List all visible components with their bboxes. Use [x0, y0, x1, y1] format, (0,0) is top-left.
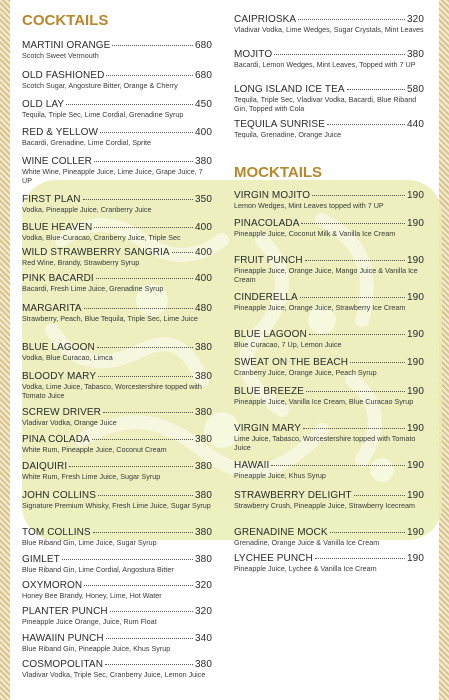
menu-item-price: 680 — [195, 40, 212, 51]
menu-item — [22, 156, 212, 185]
dot-leader — [92, 439, 193, 440]
menu-item-name: HAWAIIN PUNCH — [22, 633, 104, 644]
menu-item-name: GRENADINE MOCK — [234, 527, 328, 538]
decorative-border-left — [0, 0, 10, 700]
menu-item-name: SCREW DRIVER — [22, 407, 101, 418]
menu-item-description: Vodka, Blue Curacao, Limca — [22, 353, 113, 362]
dot-leader — [309, 334, 405, 335]
menu-item — [234, 218, 424, 239]
menu-item-name: RED & YELLOW — [22, 127, 99, 138]
menu-item-description: Vladivar Vodka, Lime Wedges, Sugar Crystals, Mint Leaves — [234, 25, 424, 34]
menu-item-name: SWEAT ON THE BEACH — [234, 357, 349, 368]
dot-leader — [298, 19, 405, 20]
menu-item — [234, 292, 424, 313]
menu-item-name: PINA COLADA — [22, 434, 90, 445]
menu-item — [22, 659, 212, 680]
menu-item-line — [22, 606, 212, 617]
menu-item-line — [234, 255, 424, 266]
menu-item-description: Tequila, Triple Sec, Vladivar Vodka, Bacardi, Blue Riband Gin, Topped with Cola — [234, 95, 417, 113]
menu-item-price: 380 — [195, 342, 212, 353]
menu-item-price: 340 — [195, 633, 212, 644]
dot-leader — [327, 124, 405, 125]
dot-leader — [106, 75, 193, 76]
menu-item-description: Lemon Wedges, Mint Leaves topped with 7 UP — [234, 201, 384, 210]
dot-leader — [105, 664, 193, 665]
menu-item-description: Blue Riband Gin, Pineapple Juice, Khus Syrup — [22, 644, 171, 653]
menu-item-price: 580 — [407, 84, 424, 95]
menu-item-line — [234, 292, 424, 303]
menu-item-name: MOJITO — [234, 49, 273, 60]
menu-item-name: FRUIT PUNCH — [234, 255, 303, 266]
menu-item-line — [234, 386, 424, 397]
menu-item-name: JOHN COLLINS — [22, 490, 96, 501]
menu-item-description: Scotch Sweet Vermouth — [22, 51, 99, 60]
menu-item-description: Honey Bee Brandy, Honey, Lime, Hot Water — [22, 591, 162, 600]
menu-item-price: 400 — [195, 127, 212, 138]
menu-item-price: 320 — [195, 606, 212, 617]
dot-leader — [303, 428, 405, 429]
menu-item-name: OXYMORON — [22, 580, 83, 591]
menu-item-line — [22, 342, 212, 353]
menu-item — [234, 553, 424, 574]
menu-item-name: BLUE HEAVEN — [22, 222, 93, 233]
menu-item-price: 380 — [195, 659, 212, 670]
menu-item-description: Vladivar Vodka, Orange Juice — [22, 418, 117, 427]
menu-item-line — [22, 303, 212, 314]
menu-item-line — [22, 461, 212, 472]
menu-item-description: Pineapple Juice, Orange Juice, Mango Juice & Vanilla Ice Cream — [234, 266, 418, 284]
menu-item-line — [234, 553, 424, 564]
menu-item-line — [234, 119, 424, 130]
menu-item — [234, 119, 424, 140]
menu-item — [22, 407, 212, 428]
menu-item-description: Bacardi, Lemon Wedges, Mint Leaves, Topped with 7 UP — [234, 60, 416, 69]
menu-item-line — [22, 407, 212, 418]
menu-item-description: Vodka, Pineapple Juice, Cranberry Juice — [22, 205, 152, 214]
menu-item-line — [22, 371, 212, 382]
menu-item-line — [22, 247, 212, 258]
menu-item — [22, 70, 212, 91]
dot-leader — [103, 412, 193, 413]
menu-item — [22, 580, 212, 601]
menu-item-description: Blue Riband Gin, Lime Cordial, Angostura Bitter — [22, 565, 174, 574]
menu-item-price: 680 — [195, 70, 212, 81]
dot-leader — [305, 260, 405, 261]
dot-leader — [84, 308, 193, 309]
menu-item-name: COSMOPOLITAN — [22, 659, 104, 670]
menu-item — [234, 49, 424, 70]
menu-item-price: 380 — [407, 49, 424, 60]
menu-item-line — [22, 99, 212, 110]
menu-item-description: Bacardi, Grenadine, Lime Cordial, Sprite — [22, 138, 152, 147]
dot-leader — [98, 495, 193, 496]
menu-item-name: PINACOLADA — [234, 218, 300, 229]
cocktails-heading: COCKTAILS — [22, 12, 109, 29]
menu-item-line — [22, 127, 212, 138]
menu-item-name: LYCHEE PUNCH — [234, 553, 313, 564]
menu-item-name: DAIQUIRI — [22, 461, 68, 472]
menu-item-name: WINE COLLER — [22, 156, 93, 167]
dot-leader — [83, 199, 193, 200]
dot-leader — [93, 532, 193, 533]
dot-leader — [96, 278, 193, 279]
menu-item-description: Strawberry Crush, Pineapple Juice, Strawberry Icecream — [234, 501, 415, 510]
menu-item-description: Blue Riband Gin, Lime Juice, Sugar Syrup — [22, 538, 157, 547]
menu-item-description: Scotch Sugar, Angosture Bitter, Orange & Cherry — [22, 81, 178, 90]
menu-item-name: VIRGIN MARY — [234, 423, 302, 434]
menu-item-description: Pineapple Juice, Coconut Milk & Vanilla Ice Cream — [234, 229, 396, 238]
menu-item-line — [22, 70, 212, 81]
menu-item-name: FIRST PLAN — [22, 194, 81, 205]
menu-item — [234, 357, 424, 378]
menu-item-name: TEQUILA SUNRISE — [234, 119, 325, 130]
menu-item-name: MARGARITA — [22, 303, 82, 314]
dot-leader — [84, 585, 193, 586]
menu-item-price: 380 — [195, 371, 212, 382]
menu-item-line — [22, 633, 212, 644]
menu-item-price: 190 — [407, 460, 424, 471]
menu-item-line — [234, 49, 424, 60]
menu-item-price: 320 — [195, 580, 212, 591]
menu-item — [22, 633, 212, 654]
menu-item-line — [22, 434, 212, 445]
menu-item-description: Pineapple Juice, Vanilla Ice Cream, Blue Curacao Syrup — [234, 397, 414, 406]
dot-leader — [301, 223, 405, 224]
menu-item-description: Pineapple Juice Orange, Juice, Rum Float — [22, 617, 157, 626]
dot-leader — [172, 252, 193, 253]
menu-item-name: GIMLET — [22, 554, 60, 565]
menu-item — [22, 371, 212, 400]
menu-item-line — [22, 659, 212, 670]
menu-item-description: Bacardi, Fresh Lime Juice, Grenadine Syrup — [22, 284, 164, 293]
menu-item-description: Vodka, Lime Juice, Tabasco, Worcestershire topped with Tomato Juice — [22, 382, 202, 400]
menu-item-name: BLUE LAGOON — [22, 342, 95, 353]
menu-item — [22, 127, 212, 148]
dot-leader — [62, 559, 193, 560]
menu-item-description: White Wine, Pineapple Juice, Lime Juice, Grape Juice, 7 UP — [22, 167, 203, 185]
menu-item-line — [22, 490, 212, 501]
menu-item — [234, 329, 424, 350]
dot-leader — [274, 54, 405, 55]
menu-item — [22, 434, 212, 455]
menu-item-name: STRAWBERRY DELIGHT — [234, 490, 352, 501]
menu-item-name: BLUE LAGOON — [234, 329, 307, 340]
menu-item — [22, 222, 212, 243]
menu-item-price: 190 — [407, 255, 424, 266]
menu-item-description: Blue Curacao, 7 Up, Lemon Juice — [234, 340, 342, 349]
menu-item-price: 190 — [407, 190, 424, 201]
menu-item-price: 380 — [195, 461, 212, 472]
menu-item-price: 440 — [407, 119, 424, 130]
menu-item-description: Pineapple Juice, Khus Syrup — [234, 471, 326, 480]
menu-item-price: 320 — [407, 14, 424, 25]
menu-item-name: LONG ISLAND ICE TEA — [234, 84, 345, 95]
menu-item-name: BLOODY MARY — [22, 371, 97, 382]
dot-leader — [330, 532, 405, 533]
menu-item — [234, 490, 424, 511]
mocktails-heading: MOCKTAILS — [234, 164, 323, 181]
menu-item-description: Red Wine, Brandy, Strawberry Syrup — [22, 258, 140, 267]
menu-item-price: 190 — [407, 490, 424, 501]
menu-item-line — [234, 14, 424, 25]
menu-item — [22, 461, 212, 482]
menu-item-description: Pineapple Juice, Orange Juice, Strawberry Ice Cream — [234, 303, 406, 312]
menu-item-price: 400 — [195, 222, 212, 233]
menu-item — [234, 14, 424, 35]
menu-item-price: 380 — [195, 490, 212, 501]
menu-item-name: CAIPRIOSKA — [234, 14, 297, 25]
menu-item-description: Strawberry, Peach, Blue Tequila, Triple Sec, Lime Juice — [22, 314, 198, 323]
menu-item-price: 400 — [195, 273, 212, 284]
menu-item-description: Tequila, Grenadine, Orange Juice — [234, 130, 342, 139]
menu-item — [234, 84, 424, 113]
menu-item — [22, 606, 212, 627]
menu-item-description: White Rum, Fresh Lime Juice, Sugar Syrup — [22, 472, 161, 481]
menu-item-price: 190 — [407, 329, 424, 340]
menu-item-line — [22, 580, 212, 591]
menu-item-price: 190 — [407, 218, 424, 229]
menu-item — [234, 255, 424, 284]
menu-item-description: Grenadine, Orange Juice & Vanilla Ice Cream — [234, 538, 380, 547]
menu-item — [22, 303, 212, 324]
menu-item-line — [234, 460, 424, 471]
menu-item-line — [234, 423, 424, 434]
menu-item — [22, 490, 212, 511]
menu-item-price: 190 — [407, 527, 424, 538]
menu-item-description: Tequila, Triple Sec, Lime Cordial, Grenadine Syrup — [22, 110, 184, 119]
menu-item-description: Cranberry Juice, Orange Juice, Peach Syrup — [234, 368, 377, 377]
menu-item-line — [234, 190, 424, 201]
dot-leader — [354, 495, 405, 496]
menu-item-name: BLUE BREEZE — [234, 386, 305, 397]
dot-leader — [347, 89, 405, 90]
menu-item-line — [22, 273, 212, 284]
menu-item-name: OLD LAY — [22, 99, 65, 110]
dot-leader — [306, 391, 405, 392]
menu-item-name: PINK BACARDI — [22, 273, 94, 284]
menu-item-price: 450 — [195, 99, 212, 110]
menu-item-description: Vladivar Vodka, Triple Sec, Cranberry Juice, Lemon Juice — [22, 670, 206, 679]
menu-item-line — [234, 527, 424, 538]
menu-item-name: PLANTER PUNCH — [22, 606, 108, 617]
menu-item-line — [234, 357, 424, 368]
menu-item — [22, 342, 212, 363]
menu-item — [22, 273, 212, 294]
menu-item-name: MARTINI ORANGE — [22, 40, 111, 51]
menu-item-name: VIRGIN MOJITO — [234, 190, 311, 201]
menu-item — [234, 460, 424, 481]
menu-item-line — [22, 194, 212, 205]
menu-item — [22, 527, 212, 548]
dot-leader — [94, 227, 193, 228]
menu-item-price: 190 — [407, 423, 424, 434]
menu-item-description: Vodka, Blue-Curacao, Cranberry Juice, Triple Sec — [22, 233, 181, 242]
menu-item-name: OLD FASHIONED — [22, 70, 105, 81]
dot-leader — [97, 347, 193, 348]
menu-item-name: CINDERELLA — [234, 292, 298, 303]
dot-leader — [300, 297, 405, 298]
menu-item — [22, 99, 212, 120]
menu-item-price: 380 — [195, 156, 212, 167]
menu-item-price: 380 — [195, 527, 212, 538]
menu-item-price: 190 — [407, 553, 424, 564]
menu-item-price: 480 — [195, 303, 212, 314]
menu-item-line — [22, 156, 212, 167]
dot-leader — [98, 376, 193, 377]
dot-leader — [315, 558, 405, 559]
dot-leader — [100, 132, 193, 133]
menu-item-line — [22, 527, 212, 538]
menu-item-name: HAWAII — [234, 460, 270, 471]
menu-item — [234, 190, 424, 211]
dot-leader — [106, 638, 193, 639]
menu-item-price: 190 — [407, 357, 424, 368]
menu-item-line — [234, 84, 424, 95]
menu-item-description: White Rum, Pineapple Juice, Coconut Cream — [22, 445, 167, 454]
menu-item-name: TOM COLLINS — [22, 527, 91, 538]
menu-item-line — [22, 222, 212, 233]
menu-item-line — [234, 329, 424, 340]
menu-item — [234, 527, 424, 548]
menu-item-line — [22, 40, 212, 51]
dot-leader — [66, 104, 193, 105]
menu-item-name: WILD STRAWBERRY SANGRIA — [22, 247, 170, 258]
menu-item-price: 380 — [195, 434, 212, 445]
menu-item-line — [22, 554, 212, 565]
menu-item-description: Lime Juice, Tabasco, Worcestershire topped with Tomato Juice — [234, 434, 416, 452]
menu-item-description: Pineapple Juice, Lychee & Vanilla Ice Cream — [234, 564, 377, 573]
dot-leader — [112, 45, 193, 46]
menu-item — [234, 423, 424, 452]
menu-item — [234, 386, 424, 407]
menu-item-price: 380 — [195, 407, 212, 418]
menu-item-price: 190 — [407, 292, 424, 303]
menu-item-price: 190 — [407, 386, 424, 397]
menu-item-price: 380 — [195, 554, 212, 565]
dot-leader — [94, 161, 193, 162]
menu-item-line — [234, 218, 424, 229]
menu-item — [22, 247, 212, 268]
menu-item-price: 350 — [195, 194, 212, 205]
menu-item-description: Signature Premium Whisky, Fresh Lime Juice, Sugar Syrup — [22, 501, 211, 510]
menu-item — [22, 194, 212, 215]
menu-item-line — [234, 490, 424, 501]
menu-item — [22, 40, 212, 61]
dot-leader — [110, 611, 193, 612]
dot-leader — [312, 195, 405, 196]
dot-leader — [350, 362, 405, 363]
dot-leader — [271, 465, 405, 466]
dot-leader — [69, 466, 193, 467]
menu-item — [22, 554, 212, 575]
menu-item-price: 400 — [195, 247, 212, 258]
